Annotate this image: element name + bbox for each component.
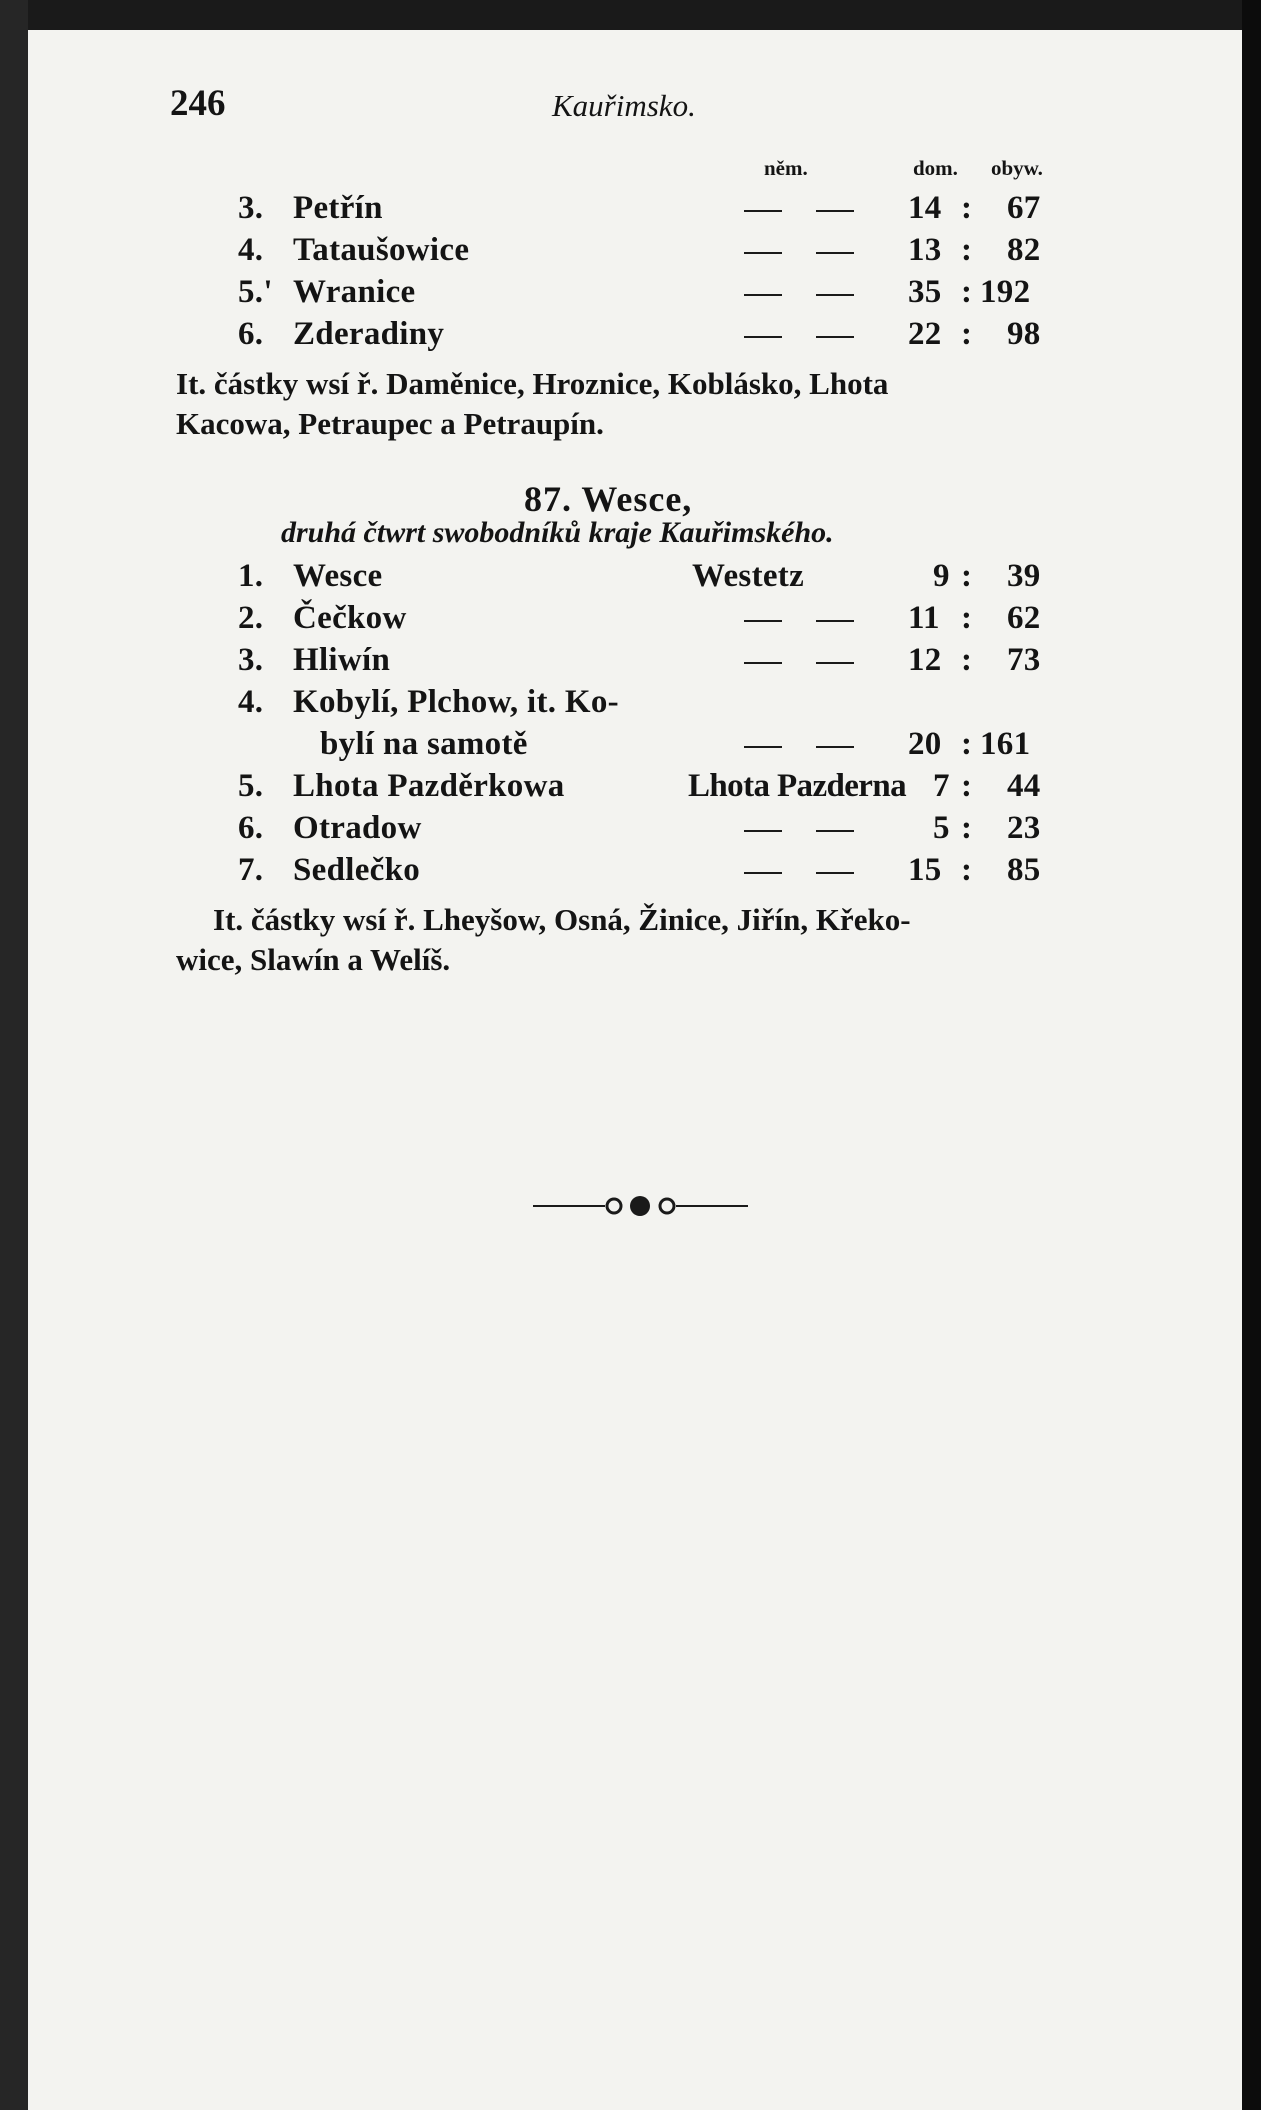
note-line: wice, Slawín a Welíš. — [176, 942, 451, 977]
population-count: 62 — [1007, 600, 1041, 636]
houses-count: 35 — [908, 274, 942, 310]
population-count: 82 — [1007, 232, 1041, 268]
ditto-dash — [744, 252, 782, 254]
place-name: Wranice — [293, 274, 416, 310]
place-name-continued: bylí na samotě — [320, 726, 528, 762]
ditto-dash — [816, 294, 854, 296]
houses-count: 5 — [933, 810, 950, 846]
population-count: 85 — [1007, 852, 1041, 888]
place-name: Tataušowice — [293, 232, 470, 268]
place-name: Wesce — [293, 558, 383, 594]
ditto-dash — [816, 746, 854, 748]
note-line: Kacowa, Petraupec a Petraupín. — [176, 406, 604, 441]
ditto-dash — [816, 830, 854, 832]
ditto-dash — [816, 252, 854, 254]
table-row: 6. Otradow 5 : 23 — [238, 810, 1041, 846]
section-subtitle: druhá čtwrt swobodníků kraje Kauřimského. — [281, 516, 834, 549]
row-number: 6. — [238, 810, 264, 846]
row-number: 1. — [238, 558, 264, 594]
population-count: 44 — [1007, 768, 1041, 804]
table-row: 5. Lhota Pazděrkowa Lhota Pazderna 7 : 44 — [238, 768, 1041, 804]
ditto-dash — [744, 746, 782, 748]
ditto-dash — [744, 830, 782, 832]
german-name: Lhota Pazderna — [688, 768, 907, 804]
ditto-dash — [744, 872, 782, 874]
ditto-dash — [744, 620, 782, 622]
table-row: 6. Zderadiny 22 : 98 — [238, 316, 1041, 352]
row-number: 6. — [238, 316, 264, 352]
place-name: Sedlečko — [293, 852, 421, 888]
houses-count: 11 — [908, 600, 940, 636]
table-row: 7. Sedlečko 15 : 85 — [238, 852, 1041, 888]
column-header-obyw: obyw. — [991, 156, 1043, 180]
ditto-dash — [816, 872, 854, 874]
row-number: 4. — [238, 684, 264, 720]
row-number: 3. — [238, 190, 264, 226]
scan-left-edge — [0, 0, 28, 2110]
ditto-dash — [816, 620, 854, 622]
row-number: 4. — [238, 232, 264, 268]
population-count: 39 — [1007, 558, 1041, 594]
place-name: Kobylí, Plchow, it. Ko- — [293, 684, 619, 720]
scan-right-edge — [1242, 0, 1261, 2110]
houses-count: 9 — [933, 558, 950, 594]
place-name: Hliwín — [293, 642, 391, 678]
row-number: 3. — [238, 642, 264, 678]
ditto-dash — [744, 662, 782, 664]
ditto-dash — [744, 210, 782, 212]
table-row: 3. Petřín 14 : 67 — [238, 190, 1041, 226]
houses-count: 22 — [908, 316, 942, 352]
ornament-divider — [533, 1186, 748, 1226]
running-title: Kauřimsko. — [552, 88, 696, 123]
table-row: 4. Tataušowice 13 : 82 — [238, 232, 1041, 268]
place-name: Zderadiny — [293, 316, 445, 352]
column-header-dom: dom. — [913, 156, 958, 180]
table-row: 4. Kobylí, Plchow, it. Ko- bylí na samotě 20 : 161 — [238, 684, 1031, 762]
section-title: 87. Wesce, — [524, 479, 693, 519]
book-page — [28, 30, 1242, 2110]
row-number: 7. — [238, 852, 264, 888]
ditto-dash — [744, 336, 782, 338]
place-name: Čečkow — [293, 600, 407, 636]
row-number: 2. — [238, 600, 264, 636]
page-number: 246 — [170, 83, 226, 124]
houses-count: 7 — [933, 768, 950, 804]
table-row: 2. Čečkow 11 : 62 — [238, 600, 1041, 636]
note-line: It. částky wsí ř. Daměnice, Hroznice, Koblásko, Lhota — [176, 366, 889, 401]
row-number: 5.' — [238, 274, 273, 310]
german-name: Westetz — [692, 558, 805, 594]
population-count: 161 — [980, 726, 1031, 762]
place-name: Otradow — [293, 810, 422, 846]
ditto-dash — [816, 210, 854, 212]
houses-count: 15 — [908, 852, 942, 888]
population-count: 23 — [1007, 810, 1041, 846]
column-header-nem: něm. — [764, 156, 808, 180]
ditto-dash — [816, 336, 854, 338]
population-count: 192 — [980, 274, 1031, 310]
population-count: 98 — [1007, 316, 1041, 352]
ditto-dash — [744, 294, 782, 296]
place-name: Petřín — [293, 190, 383, 226]
table-row: 3. Hliwín 12 : 73 — [238, 642, 1041, 678]
row-number: 5. — [238, 768, 264, 804]
population-count: 73 — [1007, 642, 1041, 678]
houses-count: 12 — [908, 642, 942, 678]
houses-count: 13 — [908, 232, 942, 268]
houses-count: 20 — [908, 726, 942, 762]
place-name: Lhota Pazděrkowa — [293, 768, 565, 804]
table-row: 5.' Wranice 35 : 192 — [238, 274, 1031, 310]
population-count: 67 — [1007, 190, 1041, 226]
ditto-dash — [816, 662, 854, 664]
table-row: 1. Wesce Westetz 9 : 39 — [238, 558, 1041, 594]
note-line: It. částky wsí ř. Lheyšow, Osná, Žinice, Jiřín, Křeko- — [213, 902, 911, 937]
houses-count: 14 — [908, 190, 942, 226]
